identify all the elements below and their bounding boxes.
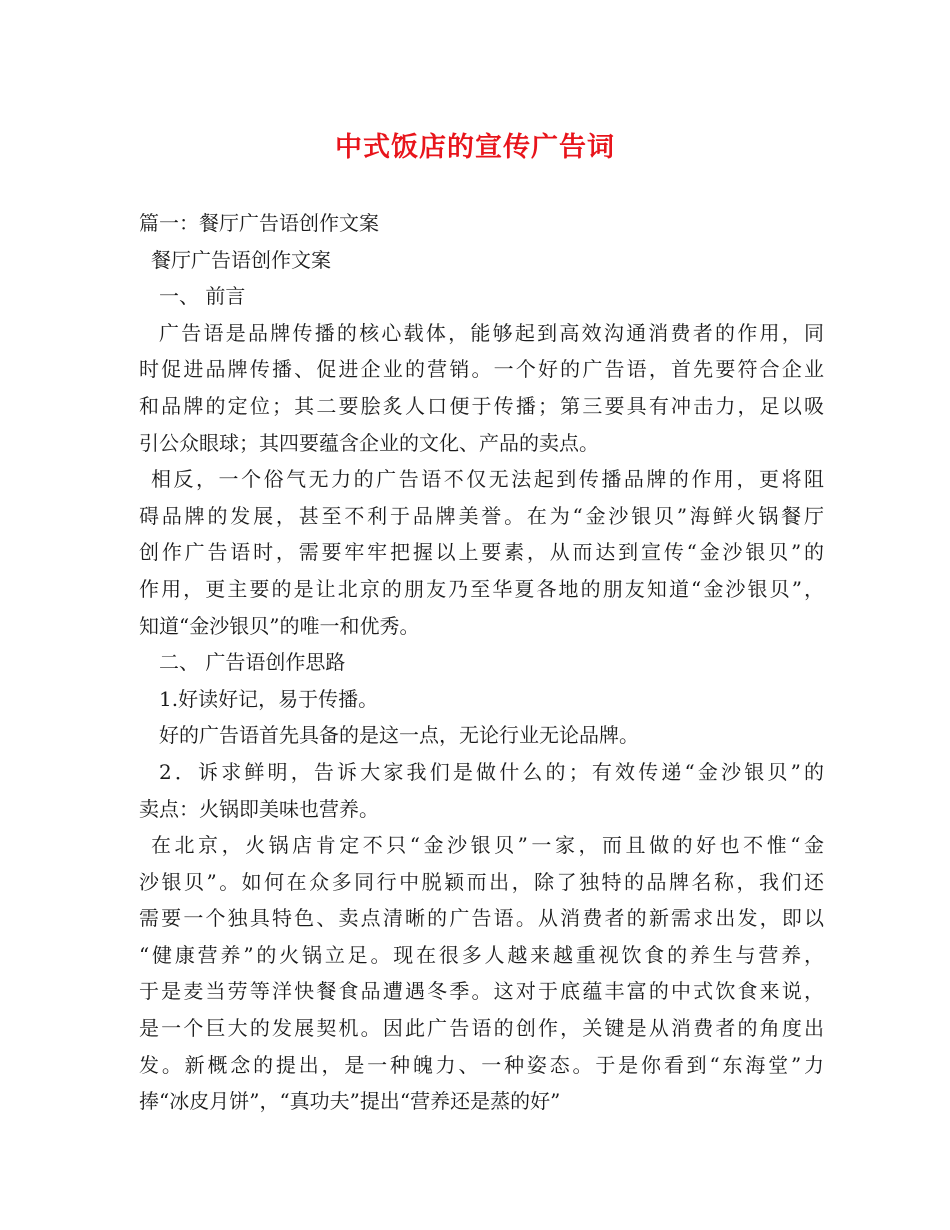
text-line: 一、 前言: [159, 284, 246, 309]
text-line: 广告语是品牌传播的核心载体，能够起到高效沟通消费者的作用，同: [159, 320, 824, 345]
text-line: 卖点：火锅即美味也营养。: [139, 796, 379, 821]
text-line: 2．诉求鲜明，告诉大家我们是做什么的；有效传递“金沙银贝”的: [159, 759, 824, 784]
text-line: 篇一：餐厅广告语创作文案: [139, 211, 379, 235]
text-line: 和品牌的定位；其二要脍炙人口便于传播；第三要具有冲击力，足以吸: [139, 393, 824, 418]
text-line: 好的广告语首先具备的是这一点，无论行业无论品牌。: [159, 723, 639, 748]
text-line: 发。新概念的提出，是一种魄力、一种姿态。于是你看到“东海堂”力: [139, 1052, 824, 1077]
text-line: 沙银贝”。如何在众多同行中脱颖而出，除了独特的品牌名称，我们还: [139, 869, 824, 894]
text-line: 是一个巨大的发展契机。因此广告语的创作，关键是从消费者的角度出: [139, 1016, 824, 1041]
text-line: 二、 广告语创作思路: [159, 650, 346, 675]
text-line: 创作广告语时，需要牢牢把握以上要素，从而达到宣传“金沙银贝”的: [139, 540, 824, 565]
text-line: 引公众眼球；其四要蕴含企业的文化、产品的卖点。: [139, 430, 599, 455]
text-line: 1.好读好记，易于传播。: [159, 686, 379, 711]
text-line: 在北京，火锅店肯定不只“金沙银贝”一家，而且做的好也不惟“金: [151, 833, 824, 858]
text-line: 餐厅广告语创作文案: [151, 247, 331, 272]
document-title: 中式饭店的宣传广告词: [335, 132, 615, 163]
text-line: 作用，更主要的是让北京的朋友乃至华夏各地的朋友知道“金沙银贝”，: [139, 576, 824, 601]
text-line: 时促进品牌传播、促进企业的营销。一个好的广告语，首先要符合企业: [139, 357, 824, 382]
text-line: 相反，一个俗气无力的广告语不仅无法起到传播品牌的作用，更将阻: [151, 467, 824, 492]
document-body: [139, 205, 824, 1120]
text-line: 于是麦当劳等洋快餐食品遭遇冬季。这对于底蕴丰富的中式饮食来说，: [139, 979, 824, 1004]
text-line: 捧“冰皮月饼”，“真功夫”提出“营养还是蒸的好”: [139, 1089, 561, 1114]
text-line: “健康营养”的火锅立足。现在很多人越来越重视饮食的养生与营养，: [139, 942, 824, 967]
text-line: 知道“金沙银贝”的唯一和优秀。: [139, 613, 420, 638]
text-line: 碍品牌的发展，甚至不利于品牌美誉。在为“金沙银贝”海鲜火锅餐厅: [139, 503, 824, 528]
text-line: 需要一个独具特色、卖点清晰的广告语。从消费者的新需求出发，即以: [139, 906, 824, 931]
